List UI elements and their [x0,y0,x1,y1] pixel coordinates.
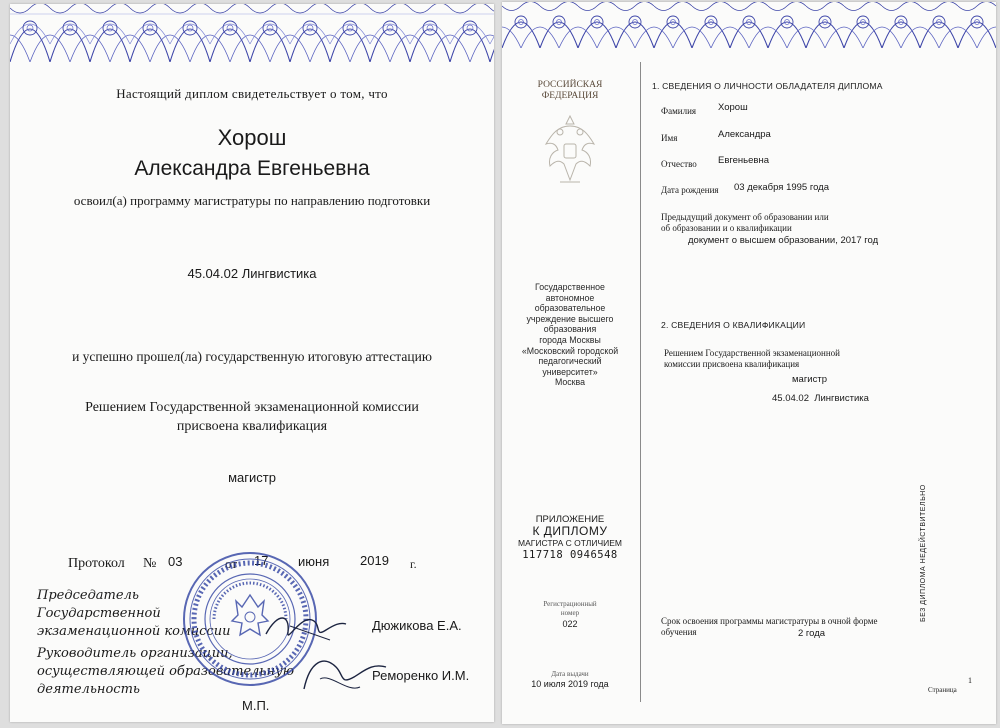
head-line-3: деятельность [37,682,140,697]
name-label: Имя [661,133,678,143]
appendix-line-2: К ДИПЛОМУ [532,524,608,538]
protocol-year: 2019 [360,553,389,568]
side-validity-note: БЕЗ ДИПЛОМА НЕДЕЙСТВИТЕЛЬНО [920,484,927,622]
protocol-year-suffix: г. [410,557,417,571]
surname-label: Фамилия [661,106,697,116]
dob-value: 03 декабря 1995 года [734,182,830,193]
org-line: педагогический [538,356,602,367]
dob-label: Дата рождения [661,185,719,195]
country-line-2: ФЕДЕРАЦИЯ [541,91,599,101]
chair-line-3: экзаменационной комиссии [37,624,231,639]
qualification-value: магистр [792,374,827,385]
chair-line-2: Государственной [37,606,161,621]
protocol-number-sign: № [143,556,157,571]
name-value: Александра [718,129,771,140]
chair-name: Дюжикова Е.А. [372,618,462,633]
org-line: образовательное [534,303,606,314]
stamp-mark: М.П. [242,698,270,713]
protocol-day: 17 [254,553,269,568]
section-2-title: 2. СВЕДЕНИЯ О КВАЛИФИКАЦИИ [661,320,806,330]
issue-date: 10 июля 2019 года [531,679,609,689]
holder-given-names: Александра Евгеньевна [134,157,370,180]
chair-signature [260,604,350,649]
patronymic-label: Отчество [661,159,697,169]
chair-line-1: Председатель [37,588,139,603]
head-line-1: Руководитель организации, [37,646,233,661]
intro-text: Настоящий диплом свидетельствует о том, что [116,86,388,101]
qualification-decision-1: Решением Государственной экзаменационной [664,348,840,358]
term-label-1: Срок освоения программы магистратуры в очной форме [661,616,878,626]
protocol-month: июня [298,554,330,569]
guilloche-ornament-left [10,4,494,62]
org-line: Государственное [535,282,605,292]
term-label-2: обучения [661,627,697,637]
diploma-left-page [10,4,494,722]
prev-doc-label-1: Предыдущий документ об образовании или [661,212,829,222]
protocol-from: от [225,556,238,571]
guilloche-ornament-right [502,2,996,48]
qualification: магистр [228,470,276,485]
org-line: «Московский городской [521,345,619,356]
org-line: учреждение высшего [526,313,614,324]
serial-number: 117718 0946548 [522,549,618,561]
reg-label-line-1: Регистрационный [543,600,597,608]
attestation-text: и успешно прошел(ла) государственную итоговую аттестацию [72,349,432,364]
coat-of-arms-emblem [538,110,602,190]
org-line: города Москвы [539,334,601,345]
reg-number: 022 [562,619,578,629]
decision-line-1: Решением Государственной экзаменационной комиссии [85,400,419,415]
program-value: 45.04.02 Лингвистика [772,393,869,404]
qualification-decision-2: комиссии присвоена квалификация [664,359,800,369]
patronymic-value: Евгеньевна [718,155,769,166]
page-label: Страница [928,686,957,694]
term-value: 2 года [798,628,826,639]
prev-doc-value: документ о высшем образовании, 2017 год [688,235,879,246]
protocol-number: 03 [168,554,183,569]
column-divider [640,62,641,702]
holder-surname: Хорош [217,125,287,150]
organization-block [502,282,638,388]
head-signature [300,649,390,699]
surname-value: Хорош [718,102,748,113]
country-line-1: РОССИЙСКАЯ [537,80,603,90]
page-number: 1 [968,676,972,685]
org-line: автономное [545,292,595,303]
appendix-line-1: ПРИЛОЖЕНИЕ [535,514,605,525]
head-line-2: осуществляющей образовательную [37,664,295,679]
protocol-label: Протокол [68,556,125,571]
issue-date-label: Дата выдачи [551,670,589,678]
prev-doc-label-2: об образовании и о квалификации [661,223,792,233]
diploma-appendix-page [502,2,996,724]
appendix-line-3: МАГИСТРА С ОТЛИЧИЕМ [518,538,622,548]
section-1-title: 1. СВЕДЕНИЯ О ЛИЧНОСТИ ОБЛАДАТЕЛЯ ДИПЛОМА [652,81,883,91]
head-name: Реморенко И.М. [372,668,470,683]
program-code: 45.04.02 Лингвистика [187,266,317,281]
org-line: Москва [554,377,586,388]
org-line: университет» [542,366,598,377]
reg-label-line-2: номер [560,609,580,617]
mastered-text: освоил(а) программу магистратуры по направлению подготовки [73,193,431,208]
decision-line-2: присвоена квалификация [176,419,328,434]
org-line: образования [543,324,597,335]
